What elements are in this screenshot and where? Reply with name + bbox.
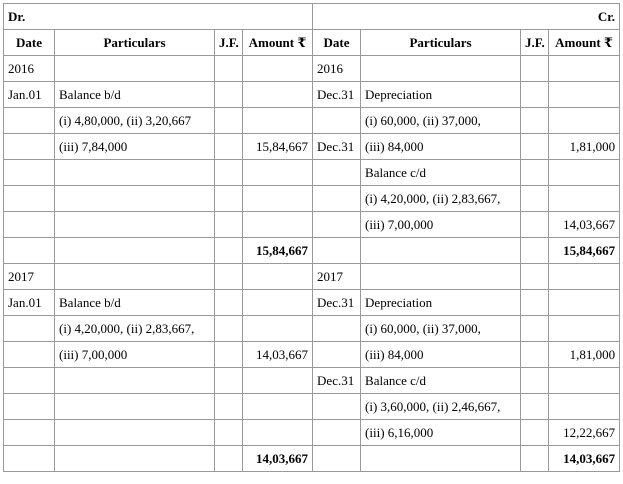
cell-date-cr: [313, 342, 361, 368]
cell-particulars-dr: [55, 186, 215, 212]
table-row: [4, 212, 620, 238]
cell-date-dr: [4, 108, 55, 134]
header-date-cr: Date: [313, 30, 361, 56]
header-date-dr: Date: [4, 30, 55, 56]
cell-particulars-dr: (i) 4,20,000, (ii) 2,83,667,: [55, 316, 215, 342]
cell-date-dr: [4, 186, 55, 212]
cell-jf-dr: [215, 446, 243, 472]
cell-date-dr: [4, 342, 55, 368]
cell-particulars-cr: Balance c/d: [361, 368, 521, 394]
cell-amount-cr: [549, 316, 620, 342]
cell-amount-dr: 15,84,667: [243, 134, 313, 160]
cell-particulars-cr: [361, 56, 521, 82]
cell-amount-dr: [243, 186, 313, 212]
debit-side-label: Dr.: [4, 4, 313, 30]
cell-date-cr: [313, 316, 361, 342]
cell-date-dr: [4, 446, 55, 472]
table-row: [4, 290, 620, 316]
cell-particulars-dr: [55, 264, 215, 290]
cell-date-dr: [4, 238, 55, 264]
cell-particulars-dr: [55, 394, 215, 420]
cell-particulars-cr: (i) 60,000, (ii) 37,000,: [361, 108, 521, 134]
column-header-row: [4, 30, 620, 56]
cell-jf-dr: [215, 264, 243, 290]
cell-date-dr: Jan.01: [4, 290, 55, 316]
header-jf-dr: J.F.: [215, 30, 243, 56]
cell-jf-cr: [521, 316, 549, 342]
cell-date-cr: [313, 420, 361, 446]
cell-particulars-dr: (iii) 7,84,000: [55, 134, 215, 160]
cell-amount-dr: [243, 160, 313, 186]
cell-particulars-dr: [55, 238, 215, 264]
cell-date-cr: Dec.31: [313, 290, 361, 316]
cell-amount-cr: [549, 368, 620, 394]
cell-particulars-cr: (i) 4,20,000, (ii) 2,83,667,: [361, 186, 521, 212]
table-row: [4, 316, 620, 342]
header-particulars-cr: Particulars: [361, 30, 521, 56]
cell-amount-dr: [243, 394, 313, 420]
header-particulars-dr: Particulars: [55, 30, 215, 56]
cell-date-dr: [4, 134, 55, 160]
cell-amount-cr: [549, 160, 620, 186]
cell-amount-cr: 14,03,667: [549, 212, 620, 238]
cell-jf-dr: [215, 186, 243, 212]
cell-amount-cr: [549, 56, 620, 82]
cell-particulars-cr: (iii) 6,16,000: [361, 420, 521, 446]
cell-jf-dr: [215, 420, 243, 446]
cell-jf-cr: [521, 446, 549, 472]
cell-date-dr: [4, 316, 55, 342]
cell-particulars-dr: Balance b/d: [55, 290, 215, 316]
cell-particulars-dr: [55, 160, 215, 186]
cell-particulars-dr: Balance b/d: [55, 82, 215, 108]
ledger-account-table: [3, 3, 620, 472]
cell-date-dr: 2016: [4, 56, 55, 82]
cell-amount-dr: 14,03,667: [243, 446, 313, 472]
cell-jf-cr: [521, 290, 549, 316]
table-row: [4, 368, 620, 394]
header-amount-cr: Amount ₹: [549, 30, 620, 56]
cell-amount-dr: 15,84,667: [243, 238, 313, 264]
cell-jf-cr: [521, 186, 549, 212]
cell-amount-dr: [243, 212, 313, 238]
cell-particulars-cr: [361, 264, 521, 290]
ledger-body: [4, 56, 620, 472]
cell-jf-cr: [521, 238, 549, 264]
cell-particulars-dr: (iii) 7,00,000: [55, 342, 215, 368]
cell-jf-dr: [215, 368, 243, 394]
cell-jf-dr: [215, 134, 243, 160]
table-row: [4, 160, 620, 186]
cell-amount-dr: [243, 316, 313, 342]
cell-amount-dr: [243, 264, 313, 290]
table-row: [4, 342, 620, 368]
table-row: [4, 134, 620, 160]
cell-jf-cr: [521, 82, 549, 108]
cell-jf-dr: [215, 342, 243, 368]
cell-date-cr: [313, 212, 361, 238]
cell-jf-cr: [521, 368, 549, 394]
cell-jf-dr: [215, 394, 243, 420]
header-amount-dr: Amount ₹: [243, 30, 313, 56]
cell-particulars-cr: (iii) 84,000: [361, 134, 521, 160]
table-row: [4, 56, 620, 82]
cell-date-dr: [4, 368, 55, 394]
cell-jf-cr: [521, 394, 549, 420]
cell-amount-dr: [243, 82, 313, 108]
table-row: [4, 420, 620, 446]
cell-date-dr: [4, 212, 55, 238]
cell-particulars-cr: (iii) 7,00,000: [361, 212, 521, 238]
cell-jf-dr: [215, 316, 243, 342]
cell-amount-cr: 12,22,667: [549, 420, 620, 446]
cell-date-cr: 2016: [313, 56, 361, 82]
cell-date-dr: Jan.01: [4, 82, 55, 108]
cell-particulars-cr: Balance c/d: [361, 160, 521, 186]
cell-amount-cr: [549, 264, 620, 290]
cell-date-dr: 2017: [4, 264, 55, 290]
cell-amount-cr: 1,81,000: [549, 342, 620, 368]
cell-particulars-dr: (i) 4,80,000, (ii) 3,20,667: [55, 108, 215, 134]
cell-amount-dr: [243, 108, 313, 134]
cell-particulars-cr: [361, 238, 521, 264]
cell-jf-cr: [521, 420, 549, 446]
cell-amount-cr: [549, 186, 620, 212]
cell-date-dr: [4, 160, 55, 186]
cell-amount-dr: [243, 420, 313, 446]
cell-date-cr: Dec.31: [313, 368, 361, 394]
cell-particulars-cr: Depreciation: [361, 290, 521, 316]
cell-amount-cr: [549, 290, 620, 316]
cell-date-cr: Dec.31: [313, 134, 361, 160]
cell-particulars-dr: [55, 420, 215, 446]
cell-jf-cr: [521, 56, 549, 82]
cell-particulars-cr: Depreciation: [361, 82, 521, 108]
cell-date-dr: [4, 420, 55, 446]
cell-jf-cr: [521, 108, 549, 134]
cell-amount-dr: 14,03,667: [243, 342, 313, 368]
cell-amount-cr: [549, 108, 620, 134]
cell-jf-dr: [215, 238, 243, 264]
cell-jf-cr: [521, 134, 549, 160]
cell-amount-cr: 15,84,667: [549, 238, 620, 264]
cell-date-cr: [313, 186, 361, 212]
cell-date-cr: [313, 446, 361, 472]
cell-jf-cr: [521, 342, 549, 368]
cell-particulars-dr: [55, 56, 215, 82]
cell-date-cr: 2017: [313, 264, 361, 290]
cell-jf-dr: [215, 290, 243, 316]
cell-particulars-dr: [55, 368, 215, 394]
cell-amount-dr: [243, 290, 313, 316]
cell-date-cr: [313, 238, 361, 264]
total-row: [4, 446, 620, 472]
cell-jf-cr: [521, 160, 549, 186]
cell-amount-cr: 14,03,667: [549, 446, 620, 472]
cell-jf-cr: [521, 264, 549, 290]
cell-date-cr: Dec.31: [313, 82, 361, 108]
cell-amount-dr: [243, 56, 313, 82]
table-row: [4, 186, 620, 212]
cell-date-dr: [4, 394, 55, 420]
cell-jf-cr: [521, 212, 549, 238]
cell-jf-dr: [215, 56, 243, 82]
cell-date-cr: [313, 394, 361, 420]
total-row: [4, 238, 620, 264]
header-jf-cr: J.F.: [521, 30, 549, 56]
cell-particulars-dr: [55, 446, 215, 472]
cell-amount-cr: [549, 82, 620, 108]
table-row: [4, 394, 620, 420]
credit-side-label: Cr.: [313, 4, 620, 30]
cell-amount-dr: [243, 368, 313, 394]
table-row: [4, 108, 620, 134]
dr-cr-caption-row: [4, 4, 620, 30]
cell-particulars-cr: (i) 60,000, (ii) 37,000,: [361, 316, 521, 342]
cell-particulars-cr: (i) 3,60,000, (ii) 2,46,667,: [361, 394, 521, 420]
cell-jf-dr: [215, 82, 243, 108]
cell-jf-dr: [215, 160, 243, 186]
cell-particulars-cr: (iii) 84,000: [361, 342, 521, 368]
cell-jf-dr: [215, 212, 243, 238]
cell-amount-cr: [549, 394, 620, 420]
cell-date-cr: [313, 108, 361, 134]
table-row: [4, 264, 620, 290]
cell-particulars-cr: [361, 446, 521, 472]
cell-particulars-dr: [55, 212, 215, 238]
cell-amount-cr: 1,81,000: [549, 134, 620, 160]
cell-date-cr: [313, 160, 361, 186]
cell-jf-dr: [215, 108, 243, 134]
table-row: [4, 82, 620, 108]
